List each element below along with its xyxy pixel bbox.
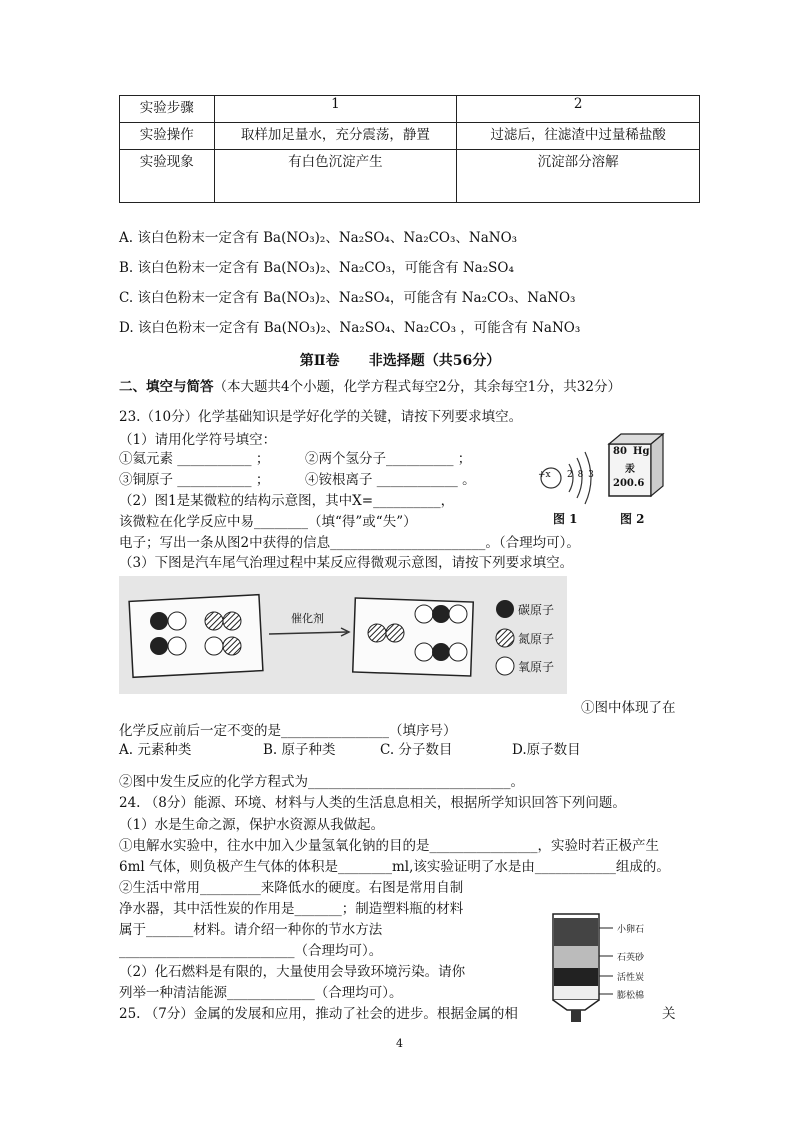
shell-electrons: 2 8 3	[567, 470, 595, 480]
table-row	[120, 96, 700, 123]
q24-p2a: （2）化石燃料是有限的，大量使用会导致环境污染。请你	[119, 964, 466, 980]
table-cell: 2	[457, 96, 700, 123]
choice-a: A. 元素种类	[119, 742, 192, 758]
option-c: C. 该白色粉末一定含有 Ba(NO₃)₂、Na₂SO₄，可能含有 Na₂CO₃、NaNO₃	[119, 290, 576, 306]
q23-l2a: ③铜原子 ___________ ；	[119, 472, 270, 488]
choice-d: D.原子数目	[512, 742, 581, 758]
q23-p2c: 电子；写出一条从图2中获得的信息_______________________。（合理均可）。	[119, 535, 580, 551]
filter-label-carbon: 活性炭	[617, 973, 645, 983]
reaction-molecules	[119, 576, 567, 694]
table-cell: 过滤后，往滤渣中过量稀盐酸	[457, 123, 700, 150]
q24-p2b: 列举一种清洁能源_____________（合理均可）。	[119, 985, 403, 1001]
choice-c: C. 分子数目	[380, 742, 453, 758]
part-heading-label: 二、填空与简答	[119, 379, 214, 395]
choice-b: B. 原子种类	[263, 742, 336, 758]
q24-l1: ①电解水实验中，往水中加入少量氢氧化钠的目的是________________，实验时若正极产生	[119, 838, 659, 854]
experiment-table	[119, 95, 700, 203]
q24-l5: 属于_______材料。请介绍一种你的节水方法	[119, 922, 383, 938]
table-cell: 实验操作	[120, 123, 215, 150]
q24-p1: （1）水是生命之源，保护水资源从我做起。	[119, 817, 385, 833]
table-cell: 实验现象	[120, 150, 215, 203]
part-heading	[119, 377, 621, 397]
q25-stem: 25. （7分）金属的发展和应用，推动了社会的进步。根据金属的相	[119, 1006, 518, 1022]
filter-label-cotton: 膨松棉	[617, 991, 645, 1001]
q23-stem: 23.（10分）化学基础知识是学好化学的关键，请按下列要求填空。	[119, 409, 523, 425]
table-cell: 取样加足量水，充分震荡，静置	[214, 123, 457, 150]
filter-drawing	[545, 910, 670, 1028]
atomic-number: 80	[613, 446, 627, 457]
catalyst-label: 催化剂	[291, 612, 324, 625]
table-row	[120, 150, 700, 203]
q23-p3: （3）下图是汽车尾气治理过程中某反应得微观示意图，请按下列要求填空。	[119, 555, 574, 571]
q24-stem: 24. （8分）能源、环境、材料与人类的生活息息相关，根据所学知识回答下列问题。	[119, 795, 626, 811]
element-name: 汞	[625, 464, 635, 475]
q23-p2a: （2）图1是某微粒的结构示意图，其中X=__________，	[119, 493, 455, 509]
q24-l3: ②生活中常用_________来降低水的硬度。右图是常用自制	[119, 880, 464, 896]
figure-2-caption: 图 2	[620, 512, 645, 526]
q24-l4: 净水器，其中活性炭的作用是_______；制造塑料瓶的材料	[119, 901, 464, 917]
table-row	[120, 123, 700, 150]
section-title: 第Ⅱ卷 非选择题（共56分）	[299, 353, 501, 369]
part-heading-note: （本大题共4个小题，化学方程式每空2分，其余每空1分，共32分）	[213, 379, 621, 395]
q24-l6: __________________________（合理均可）。	[119, 943, 383, 959]
figures-box	[525, 430, 665, 528]
option-b: B. 该白色粉末一定含有 Ba(NO₃)₂、Na₂CO₃，可能含有 Na₂SO₄	[119, 260, 514, 276]
option-a: A. 该白色粉末一定含有 Ba(NO₃)₂、Na₂SO₄、Na₂CO₃、NaNO₃	[119, 230, 518, 246]
legend-nitrogen: 氮原子	[518, 632, 555, 646]
q23-q1-line: 化学反应前后一定不变的是________________（填序号）	[119, 723, 457, 739]
reaction-diagram	[119, 576, 567, 694]
q23-l2b: ④铵根离子 ____________ 。	[305, 472, 476, 488]
table-cell: 有白色沉淀产生	[214, 150, 457, 203]
q23-p2b: 该微粒在化学反应中易________（填“得”或“失”）	[119, 514, 417, 530]
table-cell: 实验步骤	[120, 96, 215, 123]
option-d: D. 该白色粉末一定含有 Ba(NO₃)₂、Na₂SO₄、Na₂CO₃ ，可能含有 NaNO₃	[119, 320, 581, 336]
q23-l1b: ②两个氢分子__________ ；	[305, 451, 472, 467]
element-symbol: Hg	[633, 446, 650, 457]
table-cell: 沉淀部分溶解	[457, 150, 700, 203]
table-cell: 1	[214, 96, 457, 123]
atomic-mass: 200.6	[613, 478, 645, 489]
q25-tail: 关	[662, 1006, 676, 1022]
page-number: 4	[396, 1037, 403, 1050]
legend-oxygen: 氧原子	[518, 660, 555, 674]
filter-label-sand: 石英砂	[617, 953, 645, 963]
q23-p1: （1）请用化学符号填空：	[119, 432, 277, 448]
q23-l1a: ①氦元素 ___________ ；	[119, 451, 270, 467]
q24-l2: 6ml 气体，则负极产生气体的体积是________ml,该实验证明了水是由____________组成的。	[119, 859, 670, 875]
water-filter-figure	[545, 910, 670, 1028]
legend-carbon: 碳原子	[518, 603, 555, 617]
nucleus-label: +x	[538, 470, 551, 480]
q23-q1-tail: ①图中体现了在	[581, 700, 676, 716]
q23-q2: ②图中发生反应的化学方程式为______________________________。	[119, 774, 524, 790]
filter-label-pebble: 小卵石	[617, 925, 645, 935]
figure-1-caption: 图 1	[553, 512, 578, 526]
